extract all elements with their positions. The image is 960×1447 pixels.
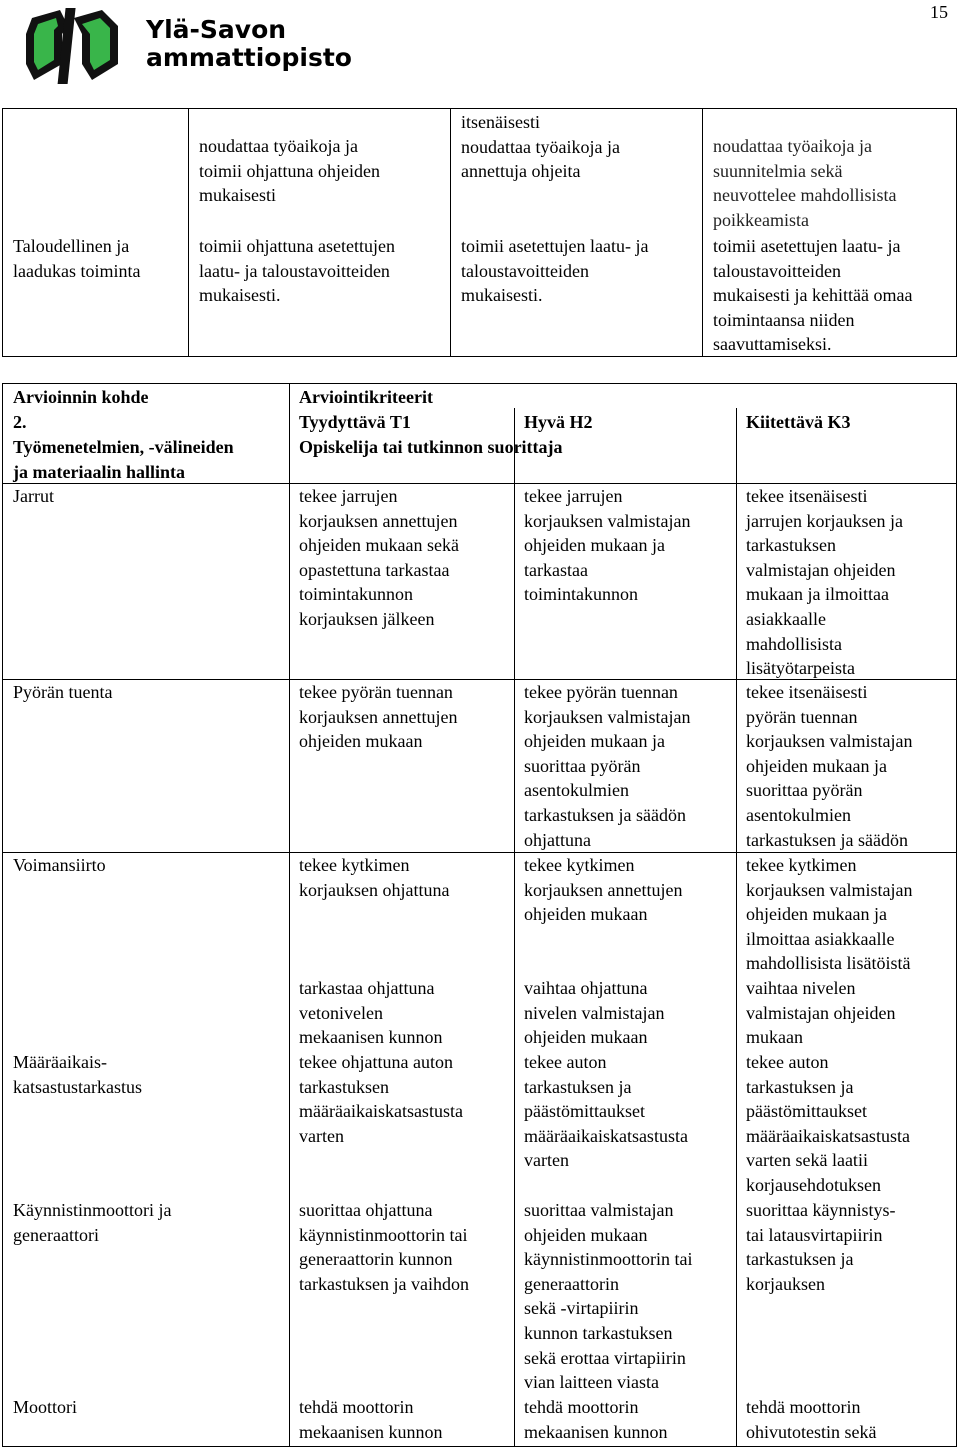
school-logo xyxy=(22,4,352,90)
t1-text-b: toimii ohjattuna asetettujen laatu- ja taloustavoitteiden mukaisesti. xyxy=(199,236,395,306)
row-t1: tekee kytkimen korjauksen ohjattuna xyxy=(299,855,450,900)
row-k3: tekee auton tarkastuksen ja päästömittaukset määräaikaiskatsastusta varten sekä laatii korjausehdotuksen xyxy=(746,1052,910,1195)
logo-line-1: Ylä-Savon xyxy=(146,15,287,44)
row-k3: tehdä moottorin ohivutotestin sekä xyxy=(746,1397,877,1442)
h2-text-b: toimii asetettujen laatu- ja taloustavoitteiden mukaisesti. xyxy=(461,236,649,306)
top-table-col-t1 xyxy=(189,109,451,356)
row-t1: tekee pyörän tuennan korjauksen annettujen ohjeiden mukaan xyxy=(299,682,458,752)
h2-text-a: itsenäisesti noudattaa työaikoja ja annettuja ohjeita xyxy=(461,112,620,182)
quality-economy-table xyxy=(2,108,957,357)
row-target: Käynnistinmoottori ja generaattori xyxy=(13,1200,172,1245)
level-excellent: Kiitettävä K3 xyxy=(746,412,851,432)
row-k3: vaihtaa nivelen valmistajan ohjeiden mukaan xyxy=(746,978,896,1048)
top-table-col-k3 xyxy=(703,109,956,356)
criteria-table xyxy=(2,383,957,1447)
row-k3: tekee itsenäisesti jarrujen korjauksen ja tarkastuksen valmistajan ohjeiden mukaan ja ilmoittaa asiakkaalle mahdollisista lisätyötarpeista xyxy=(746,486,903,679)
logo-emblem-icon xyxy=(22,4,127,90)
section-title: Työmenetelmien, -välineiden ja materiaalin hallinta xyxy=(13,437,234,482)
row-k3: suorittaa käynnistys- tai latausvirtapiirin tarkastuksen ja korjauksen xyxy=(746,1200,896,1294)
row-h2: tekee kytkimen korjauksen annettujen ohjeiden mukaan xyxy=(524,855,683,925)
row-k3: tekee kytkimen korjauksen valmistajan ohjeiden mukaan ja ilmoittaa asiakkaalle mahdollisista lisätöistä xyxy=(746,855,913,974)
k3-text-b: toimii asetettujen laatu- ja taloustavoitteiden mukaisesti ja kehittää omaa toimintaansa niiden saavuttamiseksi. xyxy=(713,236,913,355)
row-label: Taloudellinen ja laadukas toiminta xyxy=(13,236,141,281)
row-h2: suorittaa valmistajan ohjeiden mukaan käynnistinmoottorin tai generaattorin sekä -virtapiirin kunnon tarkastuksen sekä erottaa virtapiirin vian laitteen viasta xyxy=(524,1200,693,1393)
row-h2: tekee auton tarkastuksen ja päästömittaukset määräaikaiskatsastusta varten xyxy=(524,1052,688,1171)
row-t1: tehdä moottorin mekaanisen kunnon xyxy=(299,1397,443,1442)
row-t1: suorittaa ohjattuna käynnistinmoottorin tai generaattorin kunnon tarkastuksen ja vaihdon xyxy=(299,1200,469,1294)
row-t1: tekee ohjattuna auton tarkastuksen määräaikaiskatsastusta varten xyxy=(299,1052,463,1146)
logo-line-2: ammattiopisto xyxy=(146,43,352,72)
header-assessment-target: Arvioinnin kohde xyxy=(13,387,149,407)
top-table-label-column xyxy=(3,109,189,356)
level-good: Hyvä H2 xyxy=(524,412,593,432)
performer-label: Opiskelija tai tutkinnon suorittaja xyxy=(299,437,563,457)
section-number: 2. xyxy=(13,412,27,432)
row-h2: tekee pyörän tuennan korjauksen valmistajan ohjeiden mukaan ja suorittaa pyörän asentokulmien tarkastuksen ja säädön ohjattuna xyxy=(524,682,691,850)
k3-text-a: noudattaa työaikoja ja suunnitelmia sekä neuvottelee mahdollisista poikkeamista xyxy=(713,136,897,230)
t1-text-a: noudattaa työaikoja ja toimii ohjattuna ohjeiden mukaisesti xyxy=(199,136,380,206)
row-h2: vaihtaa ohjattuna nivelen valmistajan ohjeiden mukaan xyxy=(524,978,665,1048)
row-target: Pyörän tuenta xyxy=(13,682,113,702)
page-number: 15 xyxy=(930,2,948,22)
row-t1: tarkastaa ohjattuna vetonivelen mekaanisen kunnon xyxy=(299,978,443,1048)
row-h2: tehdä moottorin mekaanisen kunnon xyxy=(524,1397,668,1442)
row-h2: tekee jarrujen korjauksen valmistajan ohjeiden mukaan ja tarkastaa toimintakunnon xyxy=(524,486,691,605)
row-k3: tekee itsenäisesti pyörän tuennan korjauksen valmistajan ohjeiden mukaan ja suorittaa pyörän asentokulmien tarkastuksen ja säädön xyxy=(746,682,913,850)
row-target: Jarrut xyxy=(13,486,54,506)
top-table-col-h2 xyxy=(451,109,703,356)
row-target: Voimansiirto xyxy=(13,855,106,875)
row-target: Moottori xyxy=(13,1397,78,1417)
row-target: Määräaikais- katsastustarkastus xyxy=(13,1052,142,1097)
level-satisfactory: Tyydyttävä T1 xyxy=(299,412,411,432)
header-assessment-criteria: Arviointikriteerit xyxy=(299,387,433,407)
row-t1: tekee jarrujen korjauksen annettujen ohjeiden mukaan sekä opastettuna tarkastaa toimintakunnon korjauksen jälkeen xyxy=(299,486,459,629)
